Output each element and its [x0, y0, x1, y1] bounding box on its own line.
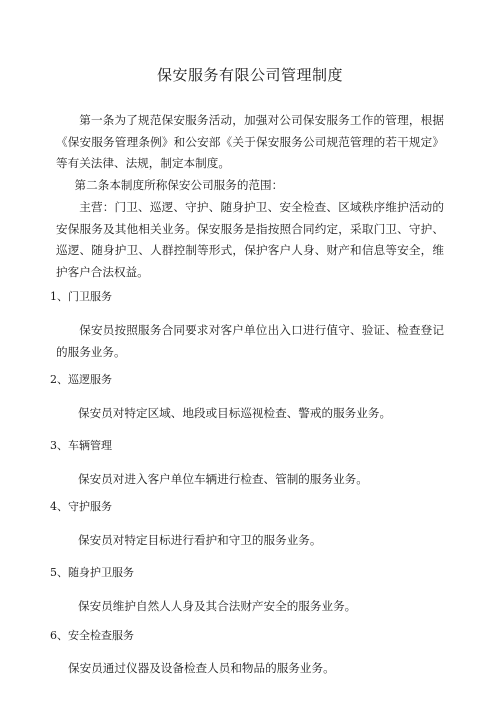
section-number: 2、: [50, 373, 68, 386]
section-number: 5、: [50, 566, 68, 579]
section-heading: [50, 438, 112, 454]
section-body: 保安员通过仪器及设备检查人员和物品的服务业务。: [68, 661, 335, 675]
section-title: 门卫服务: [68, 290, 112, 303]
article-one-paragraph: 第一条为了规范保安服务活动，加强对公司保安服务工作的管理，根据《保安服务管理条例》和公安部《关于保安服务公司规范管理的若干规定》等有关法律、法规，制定本制度。: [56, 113, 444, 170]
document-title: 保安服务有限公司管理制度: [156, 66, 343, 84]
section-number: 1、: [50, 290, 68, 303]
section-body: 保安员维护自然人人身及其合法财产安全的服务业务。: [78, 599, 357, 613]
section-heading: [50, 499, 112, 515]
section-heading: [50, 372, 112, 388]
section-heading: [50, 289, 112, 305]
section-body: 保安员按照服务合同要求对客户单位出入口进行值守、验证、检查登记的服务业务。: [56, 323, 444, 359]
main-business-paragraph: 主营：门卫、巡逻、守护、随身护卫、安全检查、区域秩序维护活动的安保服务及其他相关业务。保安服务是指按照合同约定，采取门卫、守护、巡逻、随身护卫、人群控制等形式，保护客户人身、财产和信息等安全，维护客户合法权益。: [56, 200, 444, 279]
article-two-paragraph: 第二条本制度所称保安公司服务的范围：: [74, 178, 284, 192]
section-number: 3、: [50, 439, 68, 452]
section-title: 随身护卫服务: [68, 566, 134, 579]
section-title: 车辆管理: [68, 439, 112, 452]
section-number: 6、: [50, 629, 68, 642]
section-body: 保安员对特定目标进行看护和守卫的服务业务。: [78, 533, 322, 547]
section-number: 4、: [50, 500, 68, 513]
section-body: 保安员对进入客户单位车辆进行检查、管制的服务业务。: [78, 472, 368, 486]
section-body: 保安员对特定区域、地段或目标巡视检查、警戒的服务业务。: [78, 406, 392, 420]
section-title: 巡逻服务: [68, 373, 112, 386]
section-heading: [50, 565, 134, 581]
section-title: 守护服务: [68, 500, 112, 513]
section-title: 安全检查服务: [68, 629, 134, 642]
section-heading: [50, 628, 134, 644]
